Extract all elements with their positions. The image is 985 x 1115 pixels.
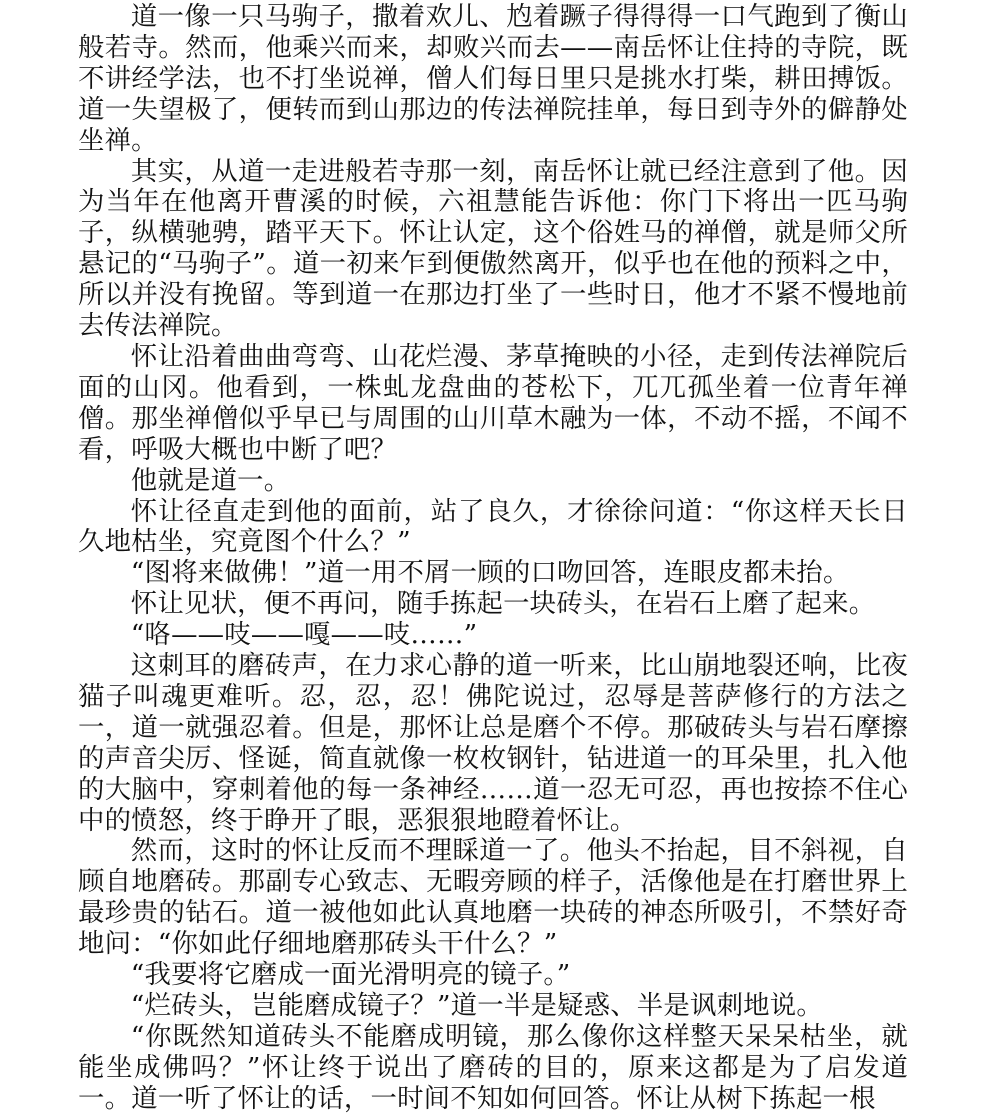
paragraph-8: “咯——吱——嘎——吱……” (130, 619, 478, 651)
paragraph-2: 其实，从道一走进般若寺那一刻，南岳怀让就已经注意到了他。因为当年在他离开曹溪的时候，六祖慧能告诉他：你门下将出一匹马驹子，纵横驰骋，踏平天下。怀让认定，这个俗姓马的禅僧，就是师父所悬记的“马驹子”。道一初来乍到便傲然离开，似乎也在他的预料之中，所以并没有挽留。等到道一在那边打坐了一些时日，他才不紧不慢地前去传法禅院。 (78, 155, 908, 342)
paragraph-3: 怀让沿着曲曲弯弯、山花烂漫、茅草掩映的小径，走到传法禅院后面的山冈。他看到，一株虬龙盘曲的苍松下，兀兀孤坐着一位青年禅僧。那坐禅僧似乎早已与周围的山川草木融为一体，不动不摇，不闻不看，呼吸大概也中断了吧？ (78, 340, 908, 465)
paragraph-7: 怀让见状，便不再问，随手拣起一块砖头，在岩石上磨了起来。 (130, 588, 876, 620)
paragraph-1: 道一像一只马驹子，撒着欢儿、尥着蹶子得得得一口气跑到了衡山般若寺。然而，他乘兴而来，却败兴而去——南岳怀让住持的寺院，既不讲经学法，也不打坐说禅，僧人们每日里只是挑水打柴，耕田搏饭。道一失望极了，便转而到山那边的传法禅院挂单，每日到寺外的僻静处坐禅。 (78, 1, 908, 156)
paragraph-12: “烂砖头，岂能磨成镜子？”道一半是疑惑、半是讽刺地说。 (130, 990, 823, 1021)
paragraph-9: 这刺耳的磨砖声，在力求心静的道一听来，比山崩地裂还响，比夜猫子叫魂更难听。忍，忍，忍！佛陀说过，忍辱是菩萨修行的方法之一，道一就强忍着。但是，那怀让总是磨个不停。那破砖头与岩石摩擦的声音尖厉、怪诞，简直就像一枚枚钢针，钻进道一的耳朵里，扎入他的大脑中，穿刺着他的每一条神经……道一忍无可忍，再也按捺不住心中的愤怒，终于睁开了眼，恶狠狠地瞪着怀让。 (78, 650, 908, 836)
document-page (78, 2, 908, 1115)
paragraph-13: “你既然知道砖头不能磨成明镜，那么像你这样整天呆呆枯坐，就能坐成佛吗？”怀让终于说出了磨砖的目的，原来这都是为了启发道一。道一听了怀让的话，一时间不知如何回答。怀让从树下拣起一根 (78, 1020, 908, 1114)
paragraph-10: 然而，这时的怀让反而不理睬道一了。他头不抬起，目不斜视，自顾自地磨砖。那副专心致志、无暇旁顾的样子，活像他是在打磨世界上最珍贵的钻石。道一被他如此认真地磨一块砖的神态所吸引，不禁好奇地问：“你如此仔细地磨那砖头干什么？” (78, 835, 908, 960)
paragraph-6: “图将来做佛！”道一用不屑一顾的口吻回答，连眼皮都未抬。 (130, 557, 850, 589)
paragraph-11: “我要将它磨成一面光滑明亮的镜子。” (130, 959, 571, 991)
paragraph-5: 怀让径直走到他的面前，站了良久，才徐徐问道：“你这样天长日久地枯坐，究竟图个什么？” (78, 495, 908, 558)
paragraph-4: 他就是道一。 (130, 464, 291, 496)
